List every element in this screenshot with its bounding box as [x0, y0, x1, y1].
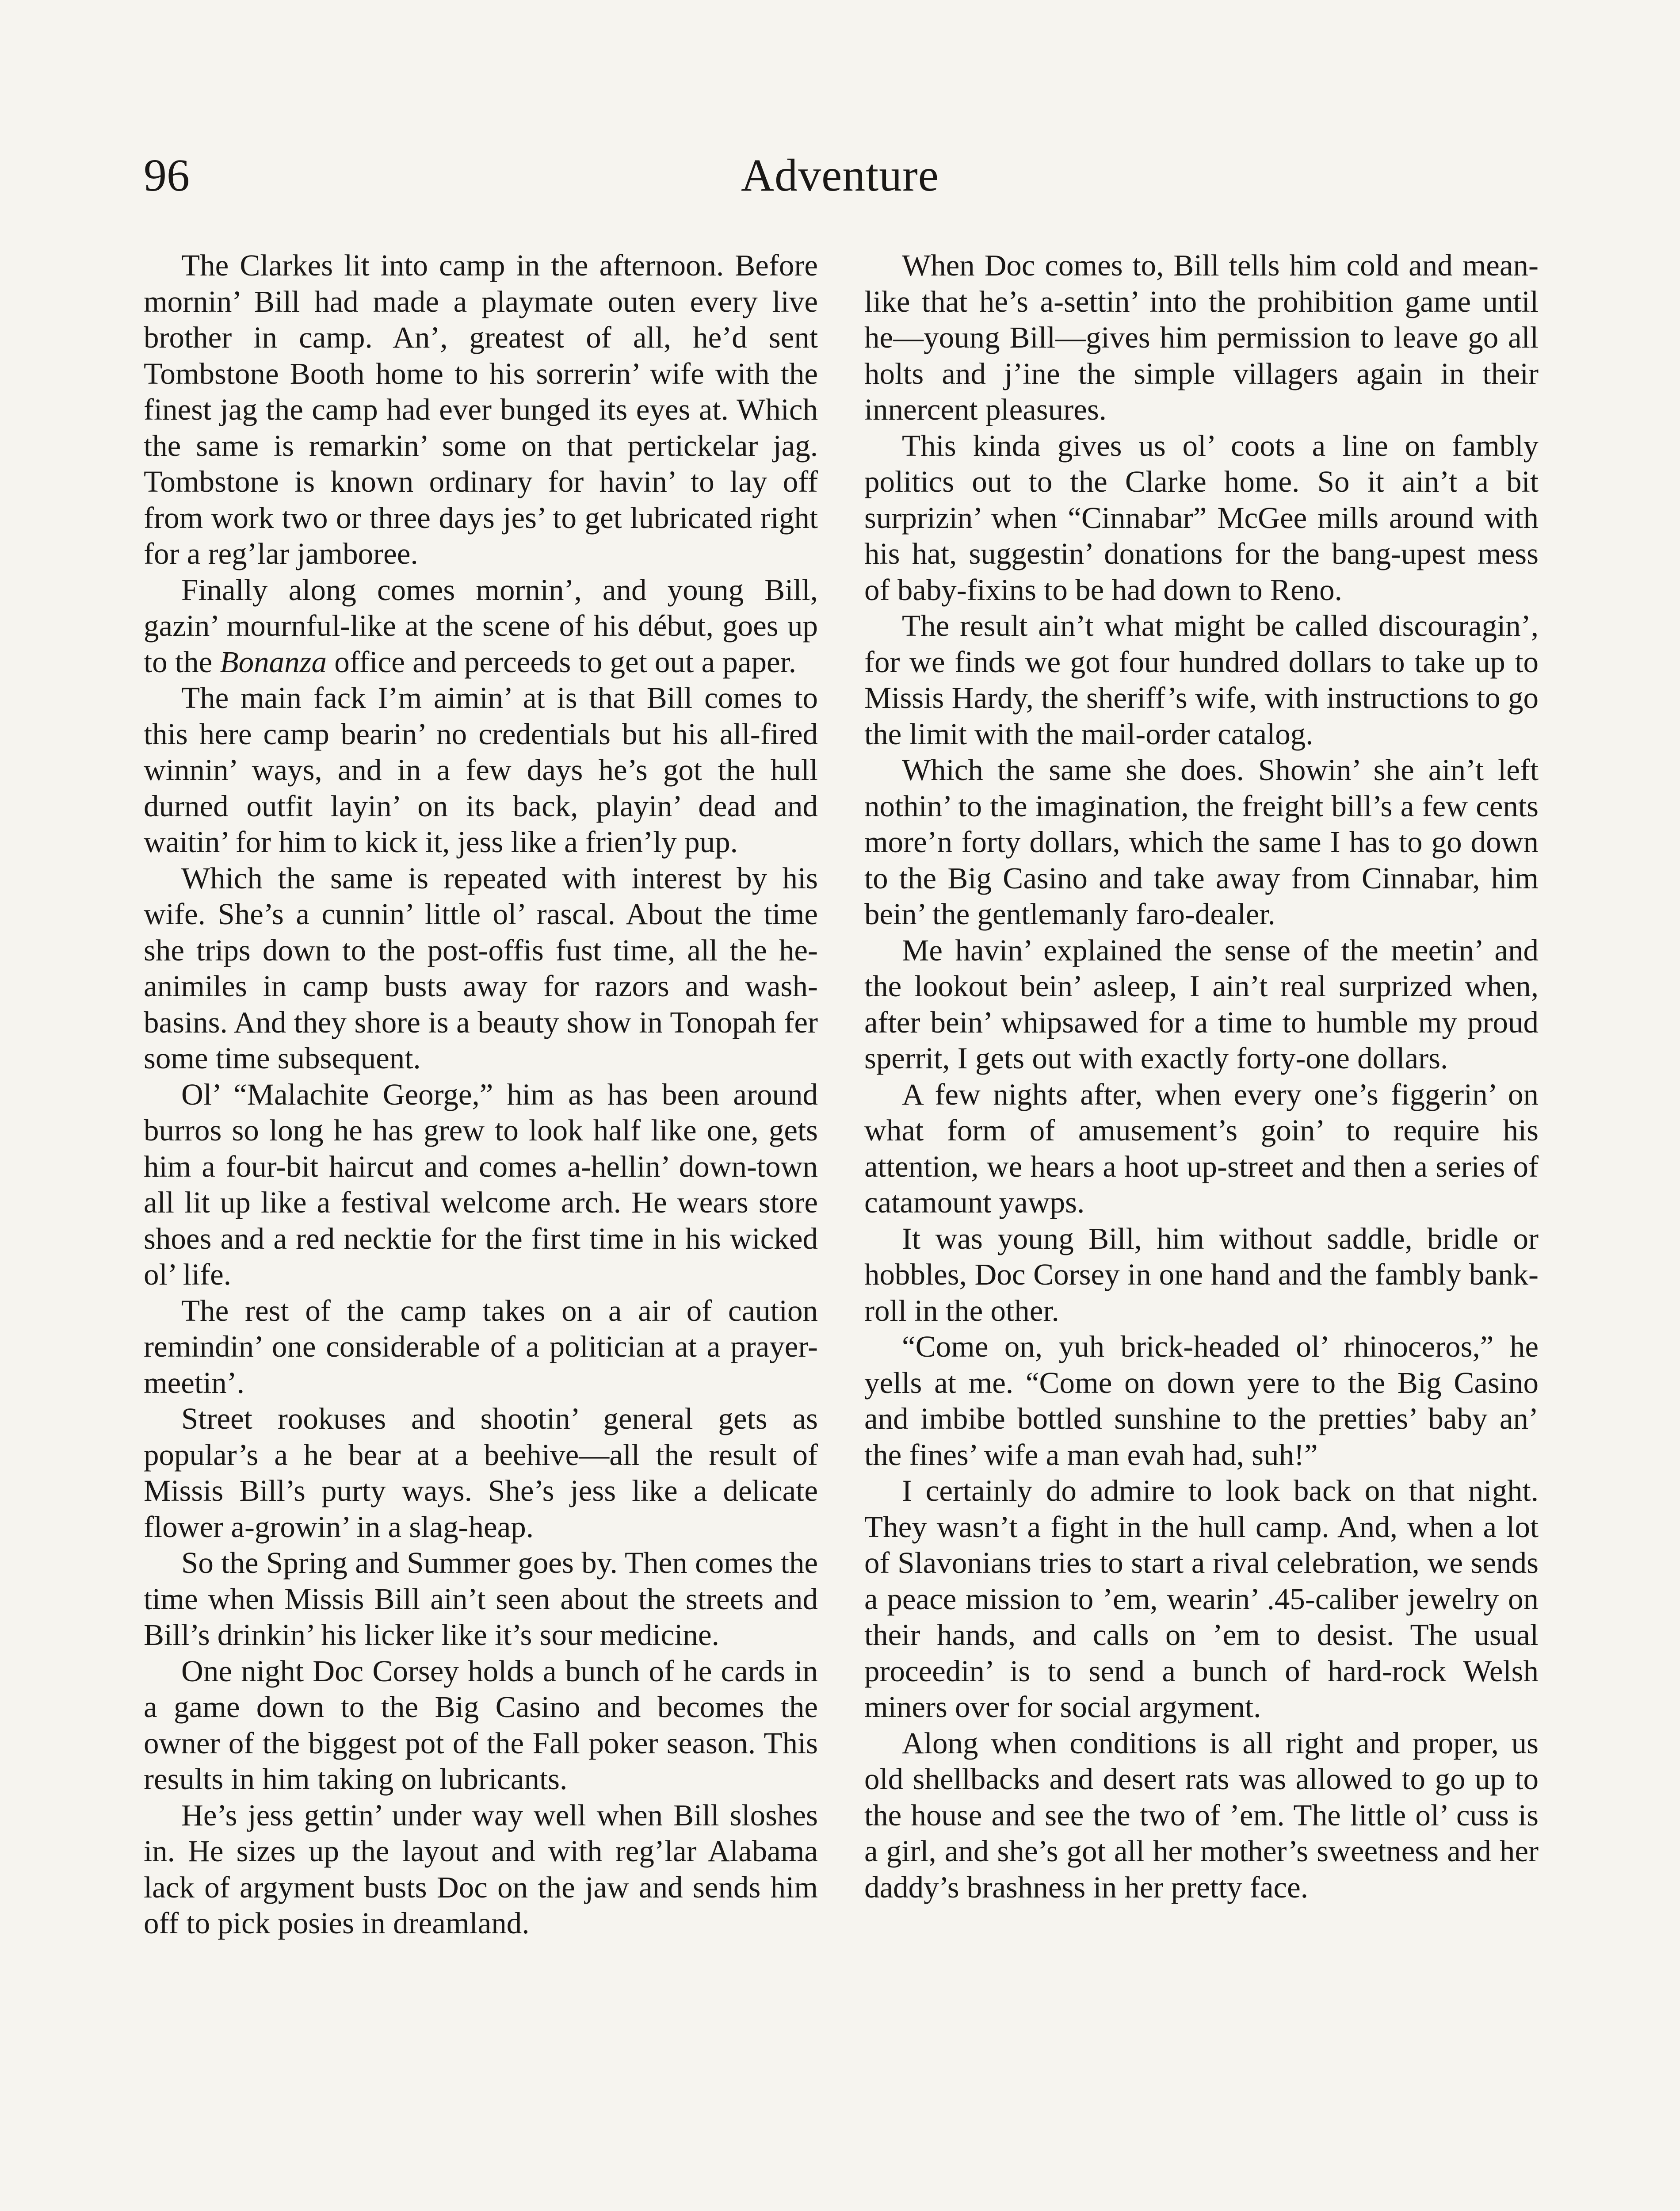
paragraph: When Doc comes to, Bill tells him cold and mean-like that he’s a-settin’ into the prohibition game until he—young Bill—gives him permission to leave go all holts and j’ine the simple villagers again in their innercent pleasures. [864, 249, 1539, 426]
right-column [864, 248, 1539, 1905]
page-number: 96 [144, 150, 190, 201]
paragraph: The rest of the camp takes on a air of caution remindin’ one considerable of a politician at a prayer-meetin’. [144, 1293, 818, 1400]
paragraph-text: Finally along comes mornin’, and young Bill, gazin’ mournful-like at the scene of his début, goes up to the [144, 573, 818, 679]
paragraph: Which the same is repeated with interest by his wife. She’s a cunnin’ little ol’ rascal. About the time she trips down to the post-offis fust time, all the he-animiles in camp busts away for razors and wash-basins. And they shore is a beauty show in Tonopah fer some time subsequent. [144, 861, 818, 1075]
paragraph: The main fack I’m aimin’ at is that Bill comes to this here camp bearin’ no credentials but his all-fired winnin’ ways, and in a few days he’s got the hull durned outfit layin’ on its back, playin’ dead and waitin’ for him to kick it, jess like a frien’ly pup. [144, 681, 818, 859]
paragraph: Me havin’ explained the sense of the meetin’ and the lookout bein’ asleep, I ain’t real surprized when, after bein’ whipsawed for a time to humble my proud sperrit, I gets out with exactly forty-one dollars. [864, 933, 1539, 1075]
paragraph: The result ain’t what might be called discouragin’, for we finds we got four hundred dollars to take up to Missis Hardy, the sheriff’s wife, with instructions to go the limit with the mail-order catalog. [864, 609, 1539, 751]
paragraph: This kinda gives us ol’ coots a line on fambly politics out to the Clarke home. So it ain’t a bit surprizin’ when “Cinnabar” McGee mills around with his hat, suggestin’ donations for the bang-upest mess of baby-fixins to be had down to Reno. [864, 428, 1539, 607]
paragraph [144, 572, 818, 681]
paragraph-text: office and perceeds to get out a paper. [326, 645, 796, 679]
paragraph: A few nights after, when every one’s figgerin’ on what form of amusement’s goin’ to require his attention, we hears a hoot up-street and then a series of catamount yawps. [864, 1077, 1539, 1219]
paragraph: Which the same she does. Showin’ she ain’t left nothin’ to the imagination, the freight bill’s a few cents more’n forty dollars, which the same I has to go down to the Big Casino and take away from Cinnabar, him bein’ the gentlemanly faro-dealer. [864, 753, 1539, 931]
paragraph: So the Spring and Summer goes by. Then comes the time when Missis Bill ain’t seen about the streets and Bill’s drinkin’ his licker like it’s sour medicine. [144, 1546, 818, 1652]
paragraph: Street rookuses and shootin’ general gets as popular’s a he bear at a beehive—all the result of Missis Bill’s purty ways. She’s jess like a delicate flower a-growin’ in a slag-heap. [144, 1402, 818, 1544]
paragraph: He’s jess gettin’ under way well when Bill sloshes in. He sizes up the layout and with reg’lar Alabama lack of argyment busts Doc on the jaw and sends him off to pick posies in dreamland. [144, 1798, 818, 1940]
paragraph: I certainly do admire to look back on that night. They wasn’t a fight in the hull camp. And, when a lot of Slavonians tries to start a rival celebration, we sends a peace mission to ’em, wearin’ .45-caliber jewelry on their hands, and calls on ’em to desist. The usual proceedin’ is to send a bunch of hard-rock Welsh miners over for social argyment. [864, 1474, 1539, 1724]
paragraph: Along when conditions is all right and proper, us old shellbacks and desert rats was allowed to go up to the house and see the two of ’em. The little ol’ cuss is a girl, and she’s got all her mother’s sweetness and her daddy’s brashness in her pretty face. [864, 1726, 1539, 1904]
newspaper-name: Bonanza [220, 645, 327, 679]
paragraph: It was young Bill, him without saddle, bridle or hobbles, Doc Corsey in one hand and the fambly bank-roll in the other. [864, 1221, 1539, 1327]
paragraph: “Come on, yuh brick-headed ol’ rhinoceros,” he yells at me. “Come on down yere to the Big Casino and imbibe bottled sunshine to the pretties’ baby an’ the fines’ wife a man evah had, suh!” [864, 1330, 1539, 1472]
running-title: Adventure [741, 150, 939, 201]
paragraph: One night Doc Corsey holds a bunch of he cards in a game down to the Big Casino and becomes the owner of the biggest pot of the Fall poker season. This results in him taking on lubricants. [144, 1654, 818, 1796]
paragraph: The Clarkes lit into camp in the afternoon. Before mornin’ Bill had made a playmate outen every live brother in camp. An’, greatest of all, he’d sent Tombstone Booth home to his sorrerin’ wife with the finest jag the camp had ever bunged its eyes at. Which the same is remarkin’ some on that pertickelar jag. Tombstone is known ordinary for havin’ to lay off from work two or three days jes’ to get lubricated right for a reg’lar jamboree. [144, 249, 818, 570]
left-column [144, 248, 818, 1942]
paragraph: Ol’ “Malachite George,” him as has been around burros so long he has grew to look half like one, gets him a four-bit haircut and comes a-hellin’ down-town all lit up like a festival welcome arch. He wears store shoes and a red necktie for the first time in his wicked ol’ life. [144, 1077, 818, 1291]
